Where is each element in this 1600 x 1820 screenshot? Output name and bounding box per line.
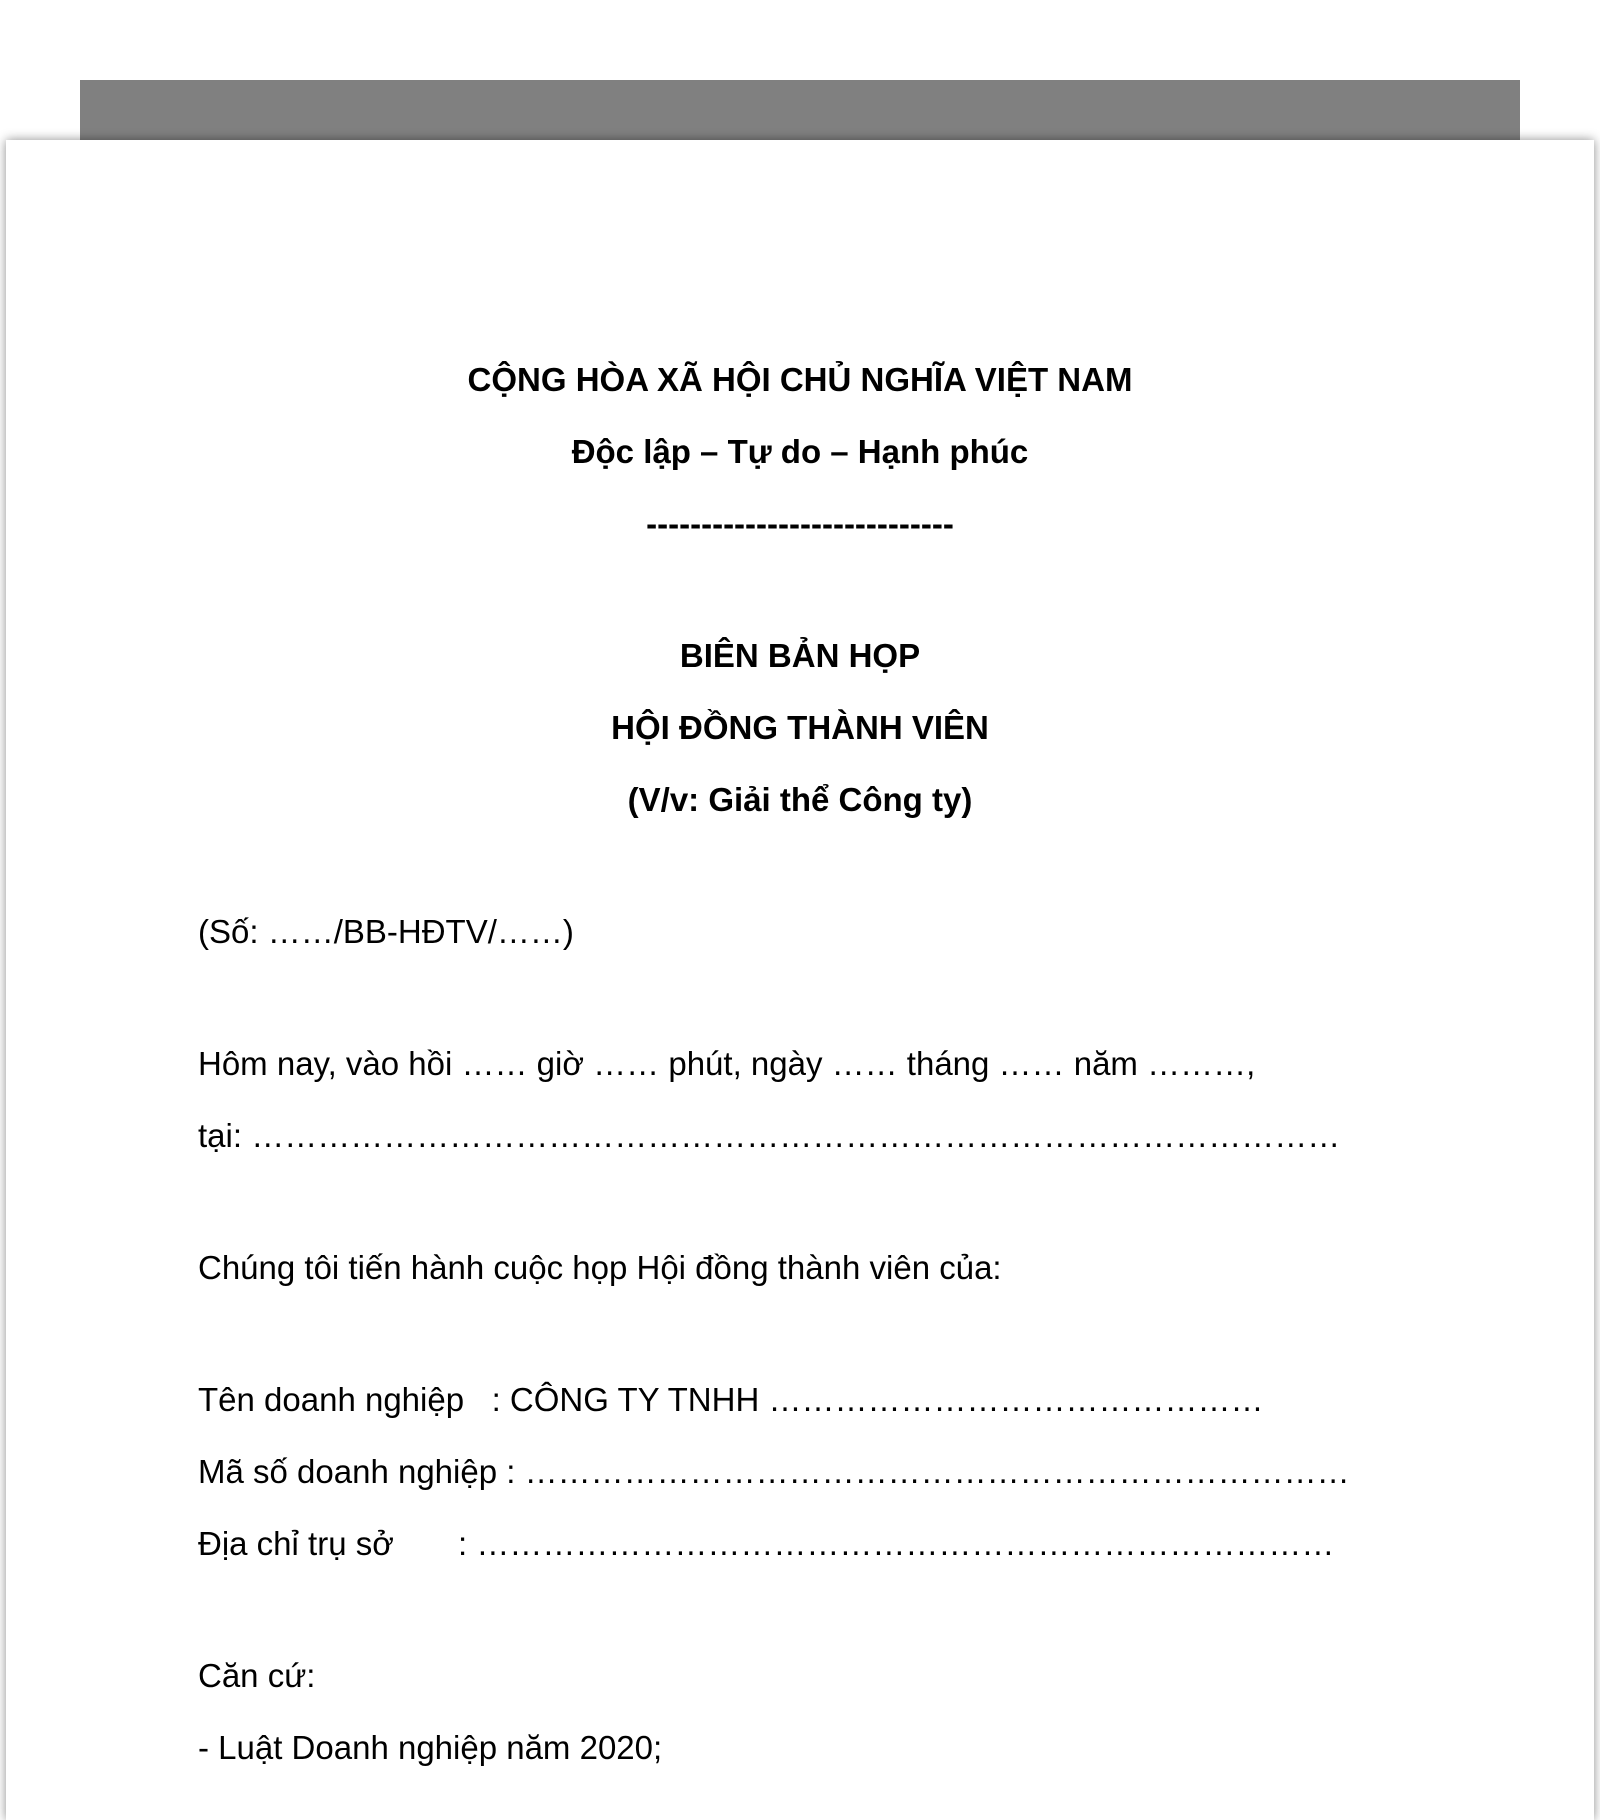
document-page bbox=[6, 140, 1594, 1820]
basis-item: - Luật Doanh nghiệp năm 2020; bbox=[198, 1729, 663, 1766]
document-number: (Số: ……/BB-HĐTV/……) bbox=[198, 913, 574, 950]
motto-line: Độc lập – Tự do – Hạnh phúc bbox=[571, 433, 1029, 470]
document-title-body: HỘI ĐỒNG THÀNH VIÊN bbox=[611, 709, 989, 746]
meeting-datetime: Hôm nay, vào hồi …… giờ …… phút, ngày …… tháng …… năm ………, bbox=[198, 1045, 1256, 1082]
basis-heading: Căn cứ: bbox=[198, 1657, 316, 1694]
company-code-field: Mã số doanh nghiệp : ………………………………………………………………… bbox=[198, 1453, 1350, 1490]
meeting-intro: Chúng tôi tiến hành cuộc họp Hội đồng thành viên của: bbox=[198, 1249, 1002, 1286]
meeting-location: tại: ……………………………………………………………………………………… bbox=[198, 1117, 1341, 1154]
document-title: BIÊN BẢN HỌP bbox=[679, 637, 921, 674]
company-name-field: Tên doanh nghiệp : CÔNG TY TNHH ……………………………………… bbox=[198, 1381, 1264, 1418]
company-address-field: Địa chỉ trụ sở : …………………………………………………………………… bbox=[198, 1525, 1335, 1562]
country-heading: CỘNG HÒA XÃ HỘI CHỦ NGHĨA VIỆT NAM bbox=[467, 361, 1133, 398]
heading-separator: ---------------------------- bbox=[646, 505, 954, 542]
document-subject: (V/v: Giải thể Công ty) bbox=[627, 781, 973, 818]
